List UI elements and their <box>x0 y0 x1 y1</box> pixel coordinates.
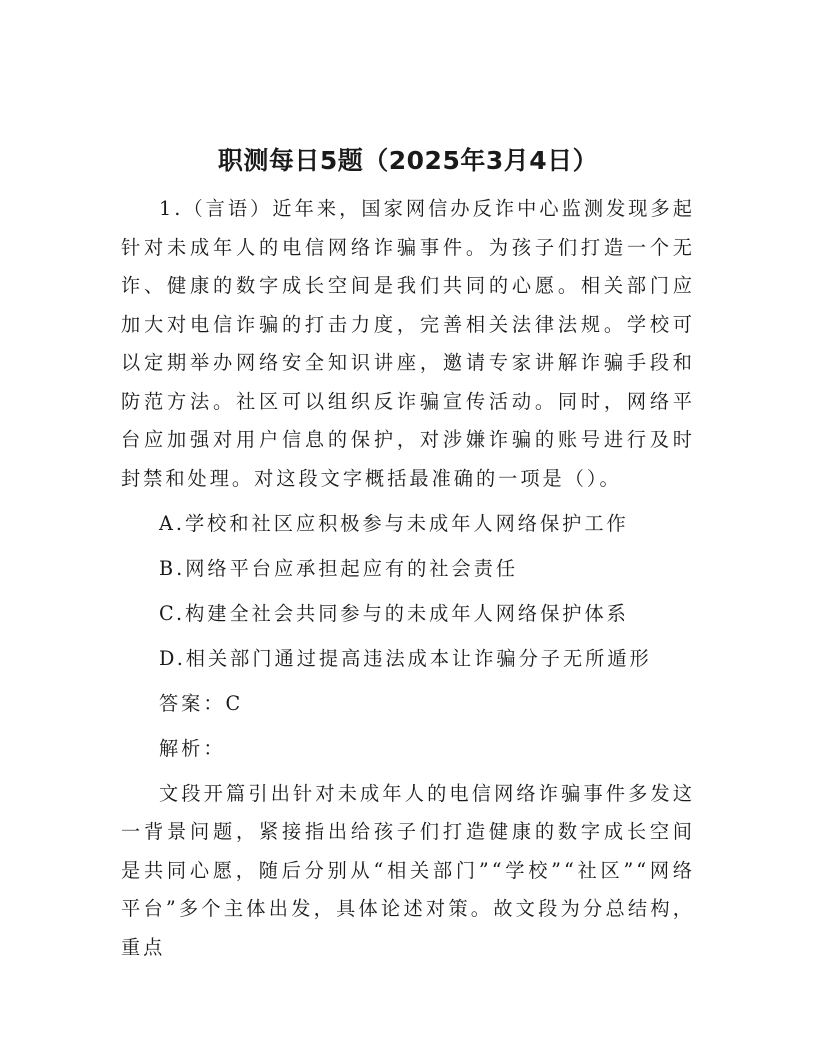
analysis-text: 文段开篇引出针对未成年人的电信网络诈骗事件多发这一背景问题，紧接指出给孩子们打造健康的数字成长空间是共同心愿，随后分别从“相关部门”“学校”“社区”“网络平台”多个主体出发，具体论述对策。故文段为分总结构，重点 <box>121 781 695 959</box>
analysis-label: 解析： <box>159 736 226 760</box>
option-a: A.学校和社区应积极参与未成年人网络保护工作 <box>159 511 629 535</box>
question-stem: 1.（言语）近年来，国家网信办反诈中心监测发现多起针对未成年人的电信网络诈骗事件。为孩子们打造一个无诈、健康的数字成长空间是我们共同的心愿。相关部门应加大对电信诈骗的打击力度，完善相关法律法规。学校可以定期举办网络安全知识讲座，邀请专家讲解诈骗手段和防范方法。社区可以组织反诈骗宣传活动。同时，网络平台应加强对用户信息的保护，对涉嫌诈骗的账号进行及时封禁和处理。对这段文字概括最准确的一项是（）。 <box>121 197 695 490</box>
document-title: 职测每日5题（2025年3月4日） <box>217 146 599 175</box>
answer-text: 答案：C <box>159 691 244 715</box>
question-content <box>121 190 695 967</box>
option-d: D.相关部门通过提高违法成本让诈骗分子无所遁形 <box>159 646 652 670</box>
option-b: B.网络平台应承担起应有的社会责任 <box>159 556 519 580</box>
option-c: C.构建全社会共同参与的未成年人网络保护体系 <box>159 601 629 625</box>
